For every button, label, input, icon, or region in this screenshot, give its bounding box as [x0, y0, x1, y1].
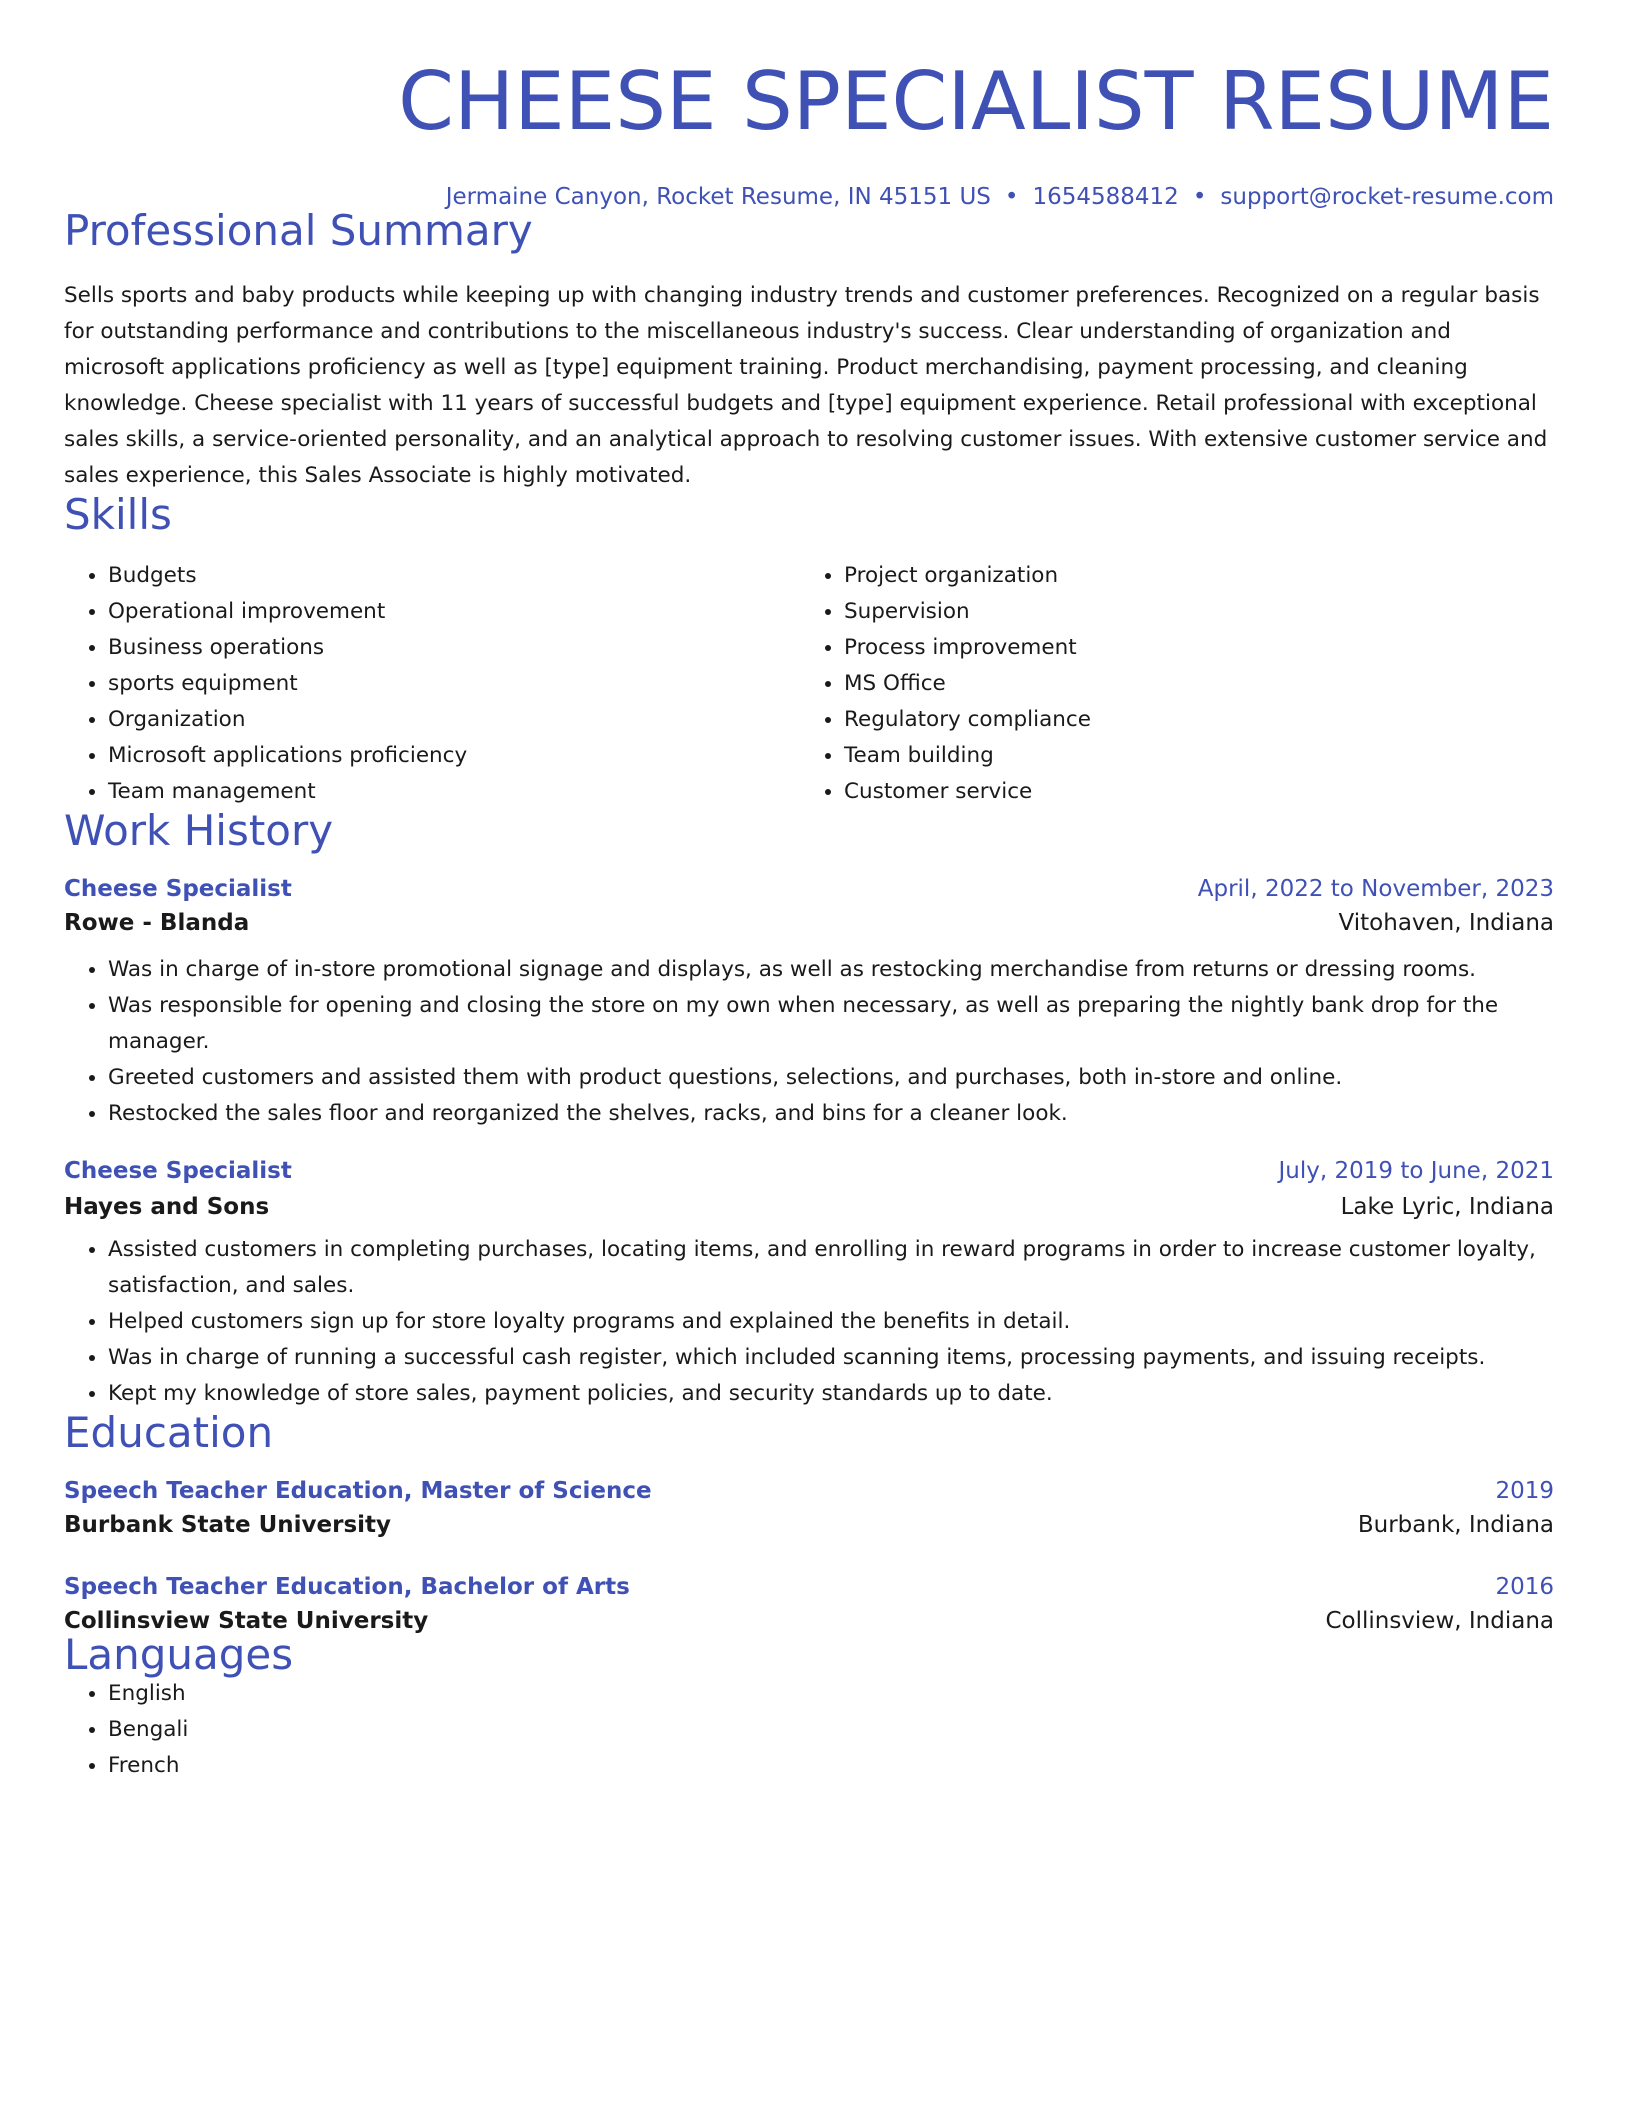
- education-degree: Speech Teacher Education, Bachelor of Arts: [64, 1574, 630, 1600]
- skill-item: • Team building: [844, 738, 1536, 774]
- skill-item: • Team management: [108, 774, 800, 810]
- skill-item: • Organization: [108, 702, 800, 738]
- skill-item: • Operational improvement: [108, 594, 800, 630]
- job-bullet: • Helped customers sign up for store loyalty programs and explained the benefits in detail.: [108, 1304, 1554, 1340]
- job-location: Lake Lyric, Indiana: [1340, 1194, 1554, 1220]
- skill-item: • Budgets: [108, 558, 800, 594]
- job-role: Cheese Specialist: [64, 876, 292, 902]
- resume-page: [64, 0, 1554, 1784]
- contact-separator: •: [1192, 184, 1207, 210]
- skills-columns: [64, 558, 1554, 810]
- job-header: [64, 1158, 1554, 1184]
- education-subheader: [64, 1512, 1554, 1538]
- job-location: Vitohaven, Indiana: [1338, 910, 1554, 936]
- skills-heading: Skills: [64, 490, 172, 539]
- job-entry: [64, 1158, 1554, 1412]
- job-company: Rowe - Blanda: [64, 910, 250, 936]
- job-bullets: [64, 952, 1554, 1132]
- languages-list: [64, 1676, 1554, 1784]
- job-subheader: [64, 910, 1554, 936]
- job-role: Cheese Specialist: [64, 1158, 292, 1184]
- skills-right-list: [800, 558, 1536, 810]
- job-bullets: [64, 1232, 1554, 1412]
- skill-item: • Business operations: [108, 630, 800, 666]
- job-bullet: • Greeted customers and assisted them with product questions, selections, and purchases, both in-store and online.: [108, 1060, 1554, 1096]
- job-bullet: • Was in charge of running a successful cash register, which included scanning items, processing payments, and issuing receipts.: [108, 1340, 1554, 1376]
- job-entry: [64, 876, 1554, 1132]
- languages-heading: Languages: [64, 1630, 294, 1679]
- contact-phone: 1654588412: [1032, 184, 1179, 210]
- work-history-heading: Work History: [64, 806, 334, 855]
- job-dates: July, 2019 to June, 2021: [1278, 1158, 1554, 1184]
- job-company: Hayes and Sons: [64, 1194, 270, 1220]
- education-entry: [64, 1574, 1554, 1634]
- skill-item: • Project organization: [844, 558, 1536, 594]
- education-location: Burbank, Indiana: [1357, 1512, 1554, 1538]
- job-bullet: • Was in charge of in-store promotional signage and displays, as well as restocking merchandise from returns or dressing rooms.: [108, 952, 1554, 988]
- education-location: Collinsview, Indiana: [1325, 1608, 1554, 1634]
- skill-item: • Process improvement: [844, 630, 1536, 666]
- job-dates: April, 2022 to November, 2023: [1197, 876, 1554, 902]
- skills-left-list: [64, 558, 800, 810]
- skill-item: • Regulatory compliance: [844, 702, 1536, 738]
- job-bullet: • Was responsible for opening and closing the store on my own when necessary, as well as preparing the nightly bank drop for the manager.: [108, 988, 1554, 1060]
- skill-item: • MS Office: [844, 666, 1536, 702]
- skill-item: • Supervision: [844, 594, 1536, 630]
- education-heading: Education: [64, 1408, 274, 1457]
- education-header: [64, 1478, 1554, 1504]
- language-item: • English: [108, 1676, 1554, 1712]
- job-bullet: • Assisted customers in completing purchases, locating items, and enrolling in reward programs in order to increase customer loyalty, satisfaction, and sales.: [108, 1232, 1554, 1304]
- summary-text: Sells sports and baby products while keeping up with changing industry trends and customer preferences. Recognized on a regular basis for outstanding performance and contributions to the miscellaneous industry's success. Clear understanding of organization and microsoft applications proficiency as well as [type] equipment training. Product merchandising, payment processing, and cleaning knowledge. Cheese specialist with 11 years of successful budgets and [type] equipment experience. Retail professional with exceptional sales skills, a service-oriented personality, and an analytical approach to resolving customer issues. With extensive customer service and sales experience, this Sales Associate is highly motivated.: [64, 283, 1548, 488]
- contact-email: support@rocket-resume.com: [1220, 184, 1554, 210]
- skill-item: • Customer service: [844, 774, 1536, 810]
- summary-heading: Professional Summary: [64, 206, 533, 255]
- job-header: [64, 876, 1554, 902]
- education-entry: [64, 1478, 1554, 1538]
- resume-title: CHEESE SPECIALIST RESUME: [398, 55, 1554, 148]
- education-header: [64, 1574, 1554, 1600]
- education-degree: Speech Teacher Education, Master of Science: [64, 1478, 652, 1504]
- education-year: 2019: [1495, 1478, 1554, 1504]
- job-bullet: • Restocked the sales floor and reorganized the shelves, racks, and bins for a cleaner look.: [108, 1096, 1554, 1132]
- contact-address: Jermaine Canyon, Rocket Resume, IN 45151 US: [445, 184, 991, 210]
- skill-item: • Microsoft applications proficiency: [108, 738, 800, 774]
- education-year: 2016: [1495, 1574, 1554, 1600]
- language-item: • French: [108, 1748, 1554, 1784]
- job-bullet: • Kept my knowledge of store sales, payment policies, and security standards up to date.: [108, 1376, 1554, 1412]
- job-subheader: [64, 1194, 1554, 1220]
- contact-separator: •: [1004, 184, 1019, 210]
- language-item: • Bengali: [108, 1712, 1554, 1748]
- education-school: Collinsview State University: [64, 1608, 429, 1634]
- education-school: Burbank State University: [64, 1512, 392, 1538]
- skill-item: • sports equipment: [108, 666, 800, 702]
